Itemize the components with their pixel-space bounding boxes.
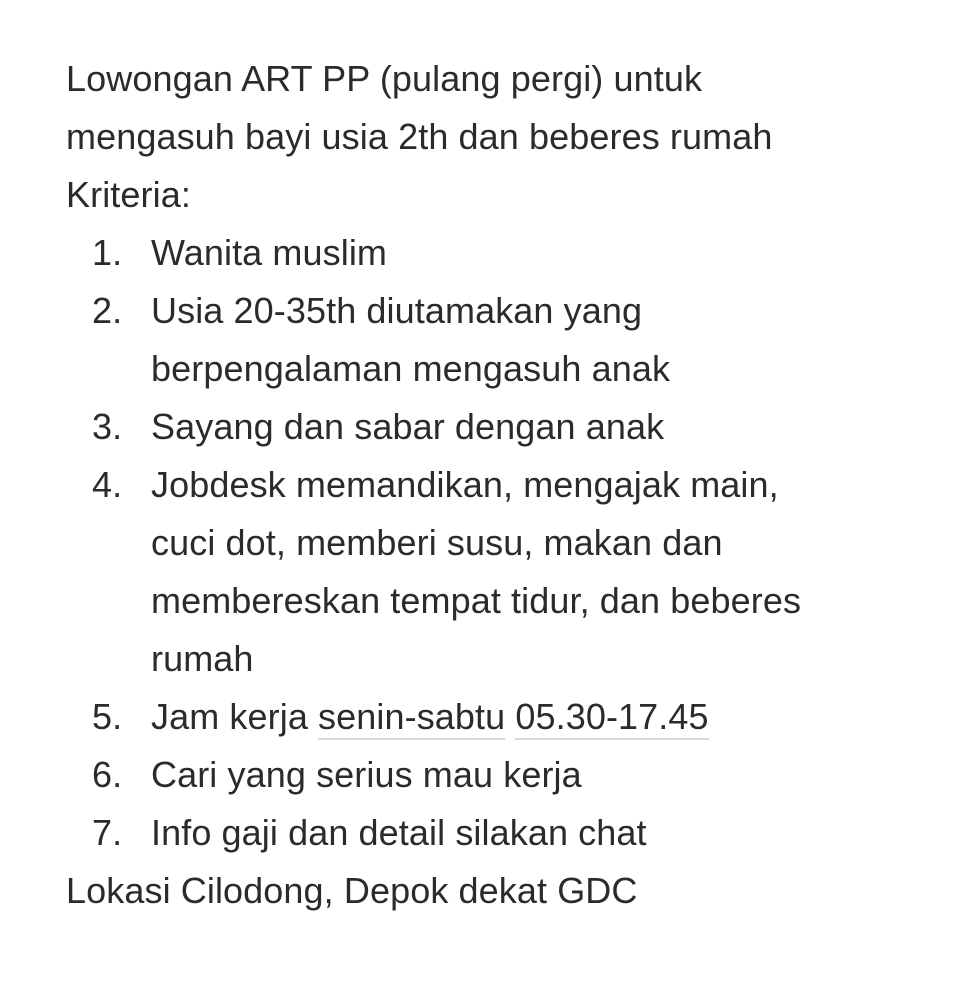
- criteria-item-5: [66, 688, 946, 746]
- item-text: Info gaji dan detail silakan chat: [151, 812, 647, 853]
- item-number: 1.: [92, 232, 123, 273]
- work-time-link[interactable]: 05.30-17.45: [515, 696, 708, 740]
- location-line: Lokasi Cilodong, Depok dekat GDC: [66, 870, 638, 911]
- item-text-line-2: berpengalaman mengasuh anak: [151, 348, 671, 389]
- item-text: [151, 688, 946, 746]
- item-number: 4.: [92, 464, 123, 505]
- item-number: 3.: [92, 406, 123, 447]
- work-hours-prefix: Jam kerja: [151, 696, 319, 737]
- intro-line-1: Lowongan ART PP (pulang pergi) untuk: [66, 58, 703, 99]
- work-days-date-link[interactable]: senin-sabtu: [318, 696, 505, 740]
- item-number: 2.: [92, 290, 123, 331]
- criteria-item-4: [66, 456, 946, 688]
- criteria-item-3: [66, 398, 946, 456]
- item-number: 5.: [92, 696, 123, 737]
- item-text-line-1: Jobdesk memandikan, mengajak main,: [151, 464, 779, 505]
- item-number: 6.: [92, 754, 123, 795]
- criteria-item-1: [66, 224, 946, 282]
- item-number: 7.: [92, 812, 123, 853]
- item-text: Sayang dan sabar dengan anak: [151, 406, 665, 447]
- item-text-line-3: membereskan tempat tidur, dan beberes: [151, 580, 802, 621]
- criteria-item-6: [66, 746, 946, 804]
- criteria-label: Kriteria:: [66, 174, 191, 215]
- criteria-list: [66, 224, 946, 862]
- job-posting-note: [66, 50, 946, 920]
- item-text: Wanita muslim: [151, 232, 388, 273]
- item-text: Cari yang serius mau kerja: [151, 754, 582, 795]
- item-text-line-4: rumah: [151, 638, 254, 679]
- item-text-line-1: Usia 20-35th diutamakan yang: [151, 290, 643, 331]
- criteria-item-2: [66, 282, 946, 398]
- intro-line-2: mengasuh bayi usia 2th dan beberes rumah: [66, 116, 773, 157]
- item-text-line-2: cuci dot, memberi susu, makan dan: [151, 522, 723, 563]
- criteria-item-7: [66, 804, 946, 862]
